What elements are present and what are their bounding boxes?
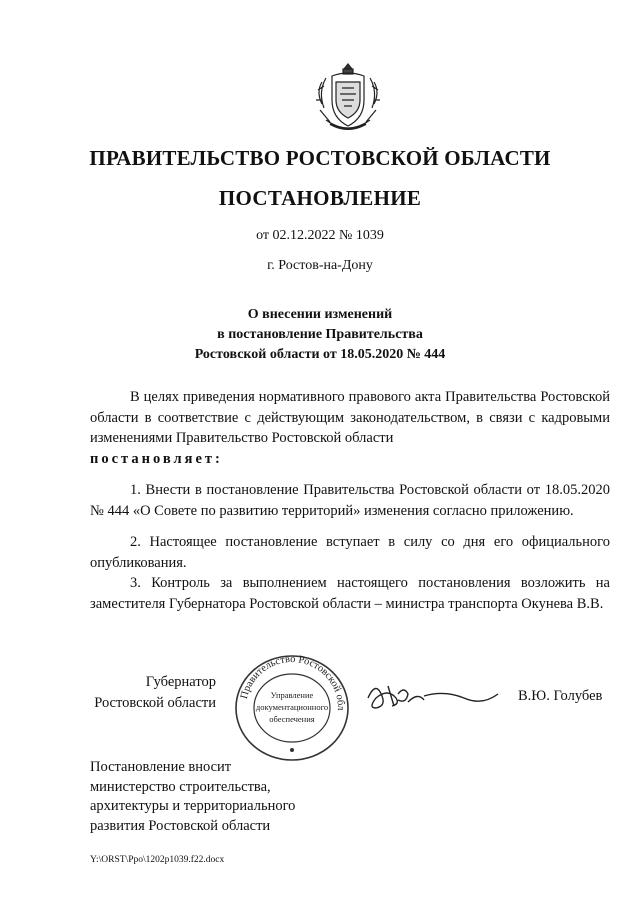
submitted-line: архитектуры и территориального <box>90 798 296 814</box>
signatory-position <box>90 672 216 714</box>
document-subject <box>0 305 640 365</box>
stamp-inner-line: обеспечения <box>269 714 315 724</box>
handwritten-signature <box>364 672 504 724</box>
item-3-text: 3. Контроль за выполнением настоящего постановления возложить на заместителя Губернатора Ростовской области – министра транспорта Окунева В.В. <box>90 575 610 612</box>
document-city: г. Ростов-на-Дону <box>267 258 373 273</box>
subject-line: в постановление Правительства <box>217 327 423 342</box>
subject-line: О внесении изменений <box>247 307 393 322</box>
item-2-paragraph <box>90 532 610 573</box>
document-date-number: от 02.12.2022 № 1039 <box>256 228 384 243</box>
position-line: Ростовской области <box>94 695 216 711</box>
government-title: ПРАВИТЕЛЬСТВО РОСТОВСКОЙ ОБЛАСТИ <box>89 146 551 170</box>
stamp-inner-line: документационного <box>255 702 329 712</box>
stamp-ring-text: Правительство Ростовской обл <box>238 653 347 711</box>
submitted-by-note <box>90 758 295 836</box>
decree-word: постановляет: <box>90 450 223 467</box>
item-2-text: 2. Настоящее постановление вступает в силу со дня его официального опубликования. <box>90 534 610 571</box>
official-stamp <box>228 650 356 762</box>
stamp-inner-line: Управление <box>270 690 314 700</box>
signatory-name: В.Ю. Голубев <box>518 688 603 704</box>
item-1-text: 1. Внести в постановление Правительства Ростовской области от 18.05.2020 № 444 «О Совете по развитию территорий» изменения согласно приложению. <box>90 482 610 519</box>
submitted-line: Постановление вносит <box>90 759 232 775</box>
item-1-paragraph <box>90 480 610 521</box>
item-3-paragraph <box>90 573 610 614</box>
position-line: Губернатор <box>145 674 216 690</box>
coat-of-arms-icon <box>312 60 384 138</box>
subject-line: Ростовской области от 18.05.2020 № 444 <box>194 347 446 362</box>
intro-paragraph <box>90 387 610 469</box>
intro-text: В целях приведения нормативного правового акта Правительства Ростовской области в соответствие с действующим законодательством, в связи с кадровыми изменениями Правительство Ростовской области <box>90 389 610 446</box>
submitted-line: развития Ростовской области <box>90 817 271 834</box>
submitted-line: министерство строительства, <box>90 778 271 795</box>
file-path: Y:\ORST\Ppo\1202p1039.f22.docx <box>90 855 225 865</box>
document-type: ПОСТАНОВЛЕНИЕ <box>218 186 422 210</box>
